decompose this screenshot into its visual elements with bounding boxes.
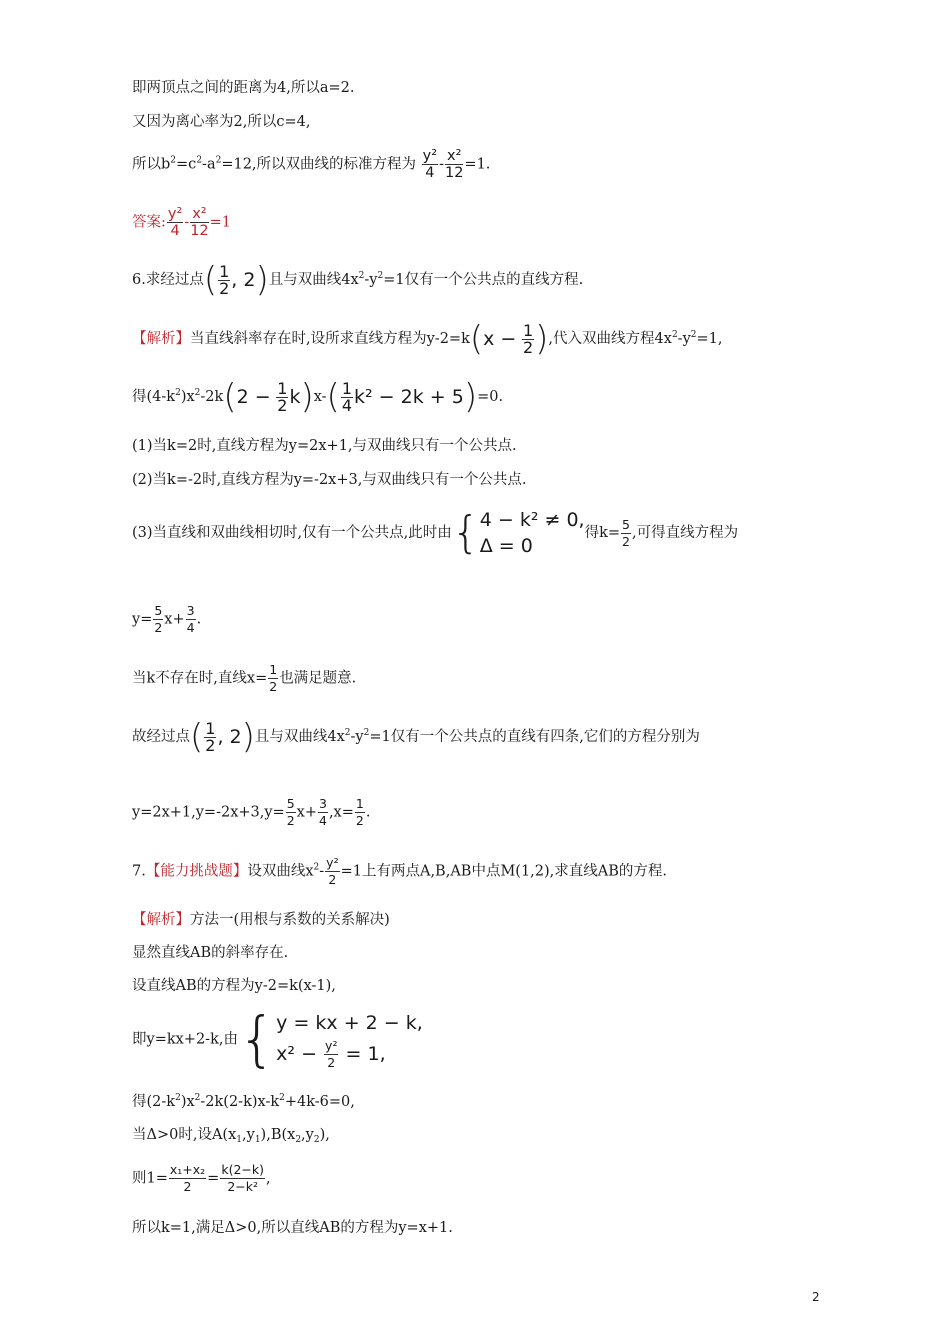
text-line: 所以k=1,满足Δ>0,所以直线AB的方程为y=x+1. (132, 1220, 453, 1236)
solution-line: 得$(4-k^2)x^2-2k(2$ − $\frac{1}{2}$ k)x-( $\frac{1}{4}$ k² − 2k + 5)=0. (132, 377, 504, 417)
text-line: 即y=kx+2-k,由{ y = kx + 2 − k, x² − $\frac{\text{y²}}{2}$ = 1, (132, 1004, 423, 1075)
text-line: 即两顶点之间的距离为4,所以a=2. (132, 80, 355, 96)
fraction: $\frac{\text{y²}}{4}$ (422, 148, 438, 181)
fraction: $\frac{\text{x²}}{12}$ (190, 206, 209, 239)
equation-system: 4 − k² ≠ 0, Δ = 0 (479, 509, 585, 557)
equation-line: y= $\frac{5}{2}$ x+ $\frac{3}{4}$ . (132, 603, 202, 635)
case-line: (3)当直线和双曲线相切时,仅有一个公共点,此时由{ 4 − k² ≠ 0, Δ = 0 得k= $\frac{5}{2}$ ,可得直线方程为 (132, 507, 739, 558)
fraction: $\frac{\text{y²}}{4}$ (167, 206, 183, 239)
summary-line: 故经过点( $\frac{1}{2}$ , 2)且与双曲线$4x^2-y^2=1$仅有一个公共点的直线有四条,它们的方程分别为 (132, 717, 700, 757)
text-line: 又因为离心率为2,所以c=4, (132, 114, 311, 130)
case-line: (1)当k=2时,直线方程为y=2x+1,与双曲线只有一个公共点. (132, 438, 517, 454)
page-number: 2 (812, 1290, 820, 1304)
challenge-tag: 【能力挑战题】 (145, 863, 248, 880)
text-line: 设直线AB的方程为y-2=k(x-1), (132, 978, 336, 994)
fraction: $\frac{\text{x²}}{12}$ (444, 148, 464, 181)
equation-line: y=2x+1,y=-2x+3,y= $\frac{5}{2}$ x+ $\frac{3}{4}$ ,x= $\frac{1}{2}$ . (132, 796, 371, 828)
text-line: 得$(2-k^2)x^2-2k(2-k)x-k^2+4k-6=0$, (132, 1093, 355, 1110)
solution-line: 【解析】当直线斜率存在时,设所求直线方程为y-2=k(x − $\frac{1}{2}$ ),代入双曲线方程$4x^2-y^2=1$, (132, 319, 723, 359)
text-line: 显然直线AB的斜率存在. (132, 945, 289, 961)
question-6: 6.求经过点( $\frac{1}{2}$ , 2)且与双曲线$4x^2-y^2=1$仅有一个公共点的直线方程. (132, 260, 584, 300)
analysis-tag: 【解析】 (132, 331, 190, 347)
text-line: 当k不存在时,直线x= $\frac{1}{2}$ 也满足题意. (132, 662, 357, 694)
equation-system: y = kx + 2 − k, x² − $\frac{\text{y²}}{2}$ = 1, (276, 1012, 423, 1070)
answer-line: 答案: $\frac{\text{y²}}{4}$ - $\frac{\text{x²}}{12}$ =1 (132, 206, 232, 239)
case-line: (2)当k=-2时,直线方程为y=-2x+3,与双曲线只有一个公共点. (132, 472, 527, 488)
text-line: 则1= $\frac{\text{x₁+x₂}}{2}$ = $\frac{k(2-k)}{\text{2−k²}}$ , (132, 1162, 271, 1194)
text-line: 所以$b^2=c^2-a^2=12$,所以双曲线的标准方程为 $\frac{\text{y²}}{4}$ - $\frac{\text{x²}}{12}$ =1. (132, 148, 491, 181)
solution-line: 【解析】方法一(用根与系数的关系解决) (132, 912, 390, 928)
text-line: 当Δ>0时,设$A(x_1,y_1),B(x_2,y_2)$, (132, 1127, 330, 1145)
question-7: 7.【能力挑战题】设双曲线$x^2-$ $\frac{\text{y²}}{2}$ =1上有两点A,B,AB中点M(1,2),求直线AB的方程. (132, 855, 668, 887)
analysis-tag: 【解析】 (132, 912, 190, 928)
